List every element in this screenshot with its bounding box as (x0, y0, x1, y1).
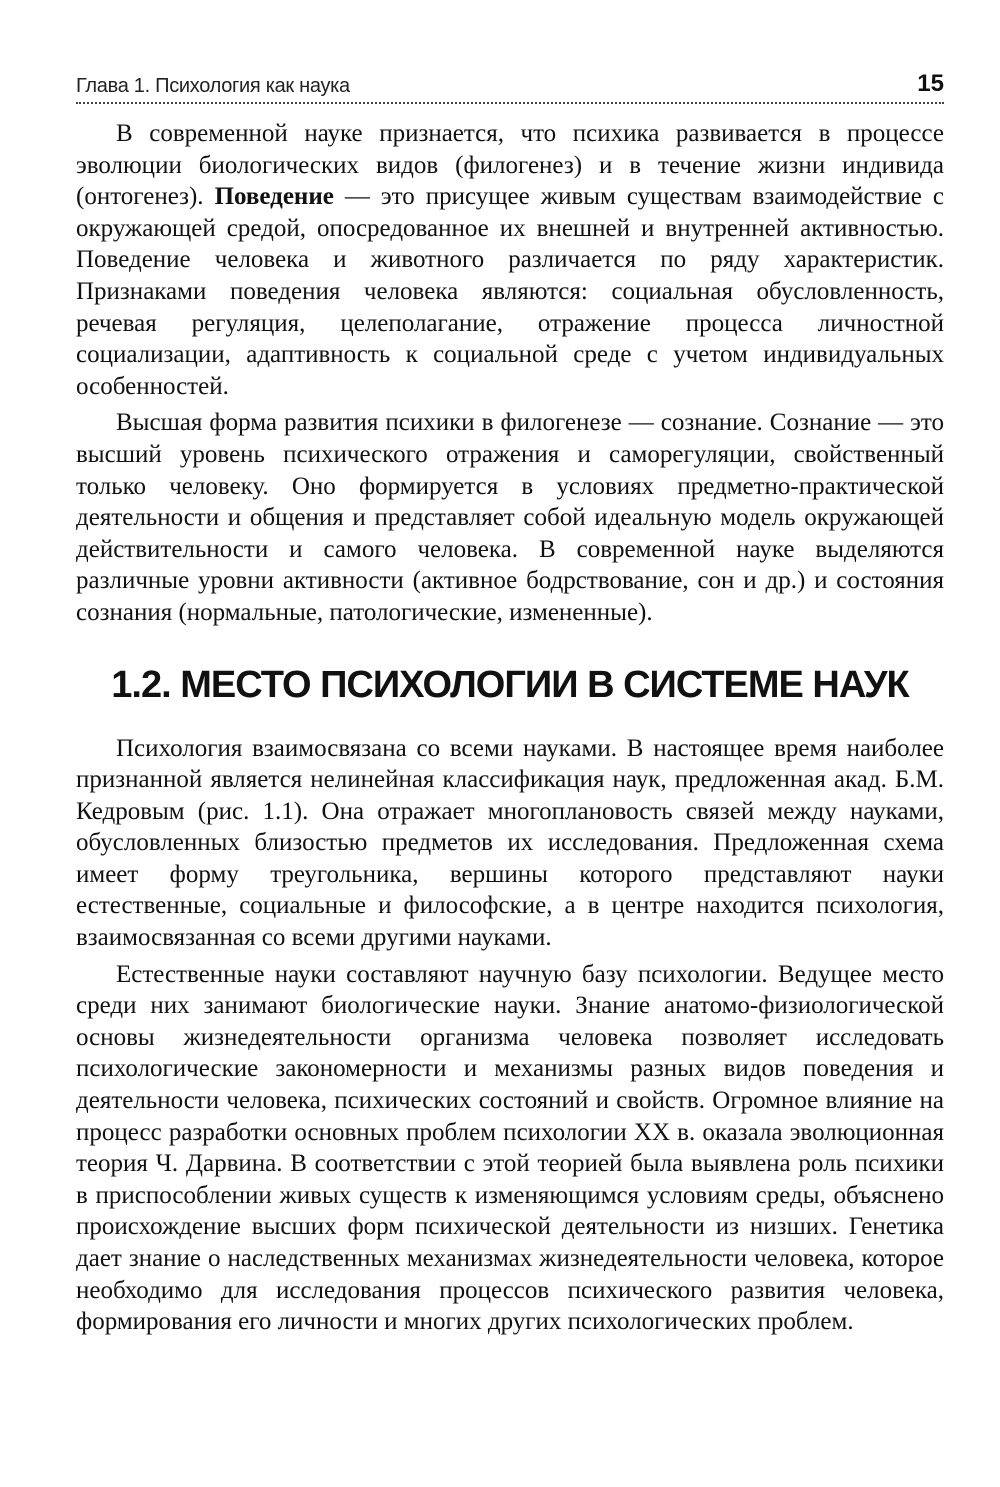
paragraph-behavior (76, 118, 944, 402)
section-heading: 1.2. МЕСТО ПСИХОЛОГИИ В СИСТЕМЕ НАУК (111, 663, 909, 706)
paragraph-classification: Психология взаимосвязана со всеми науками. В настоящее время наиболее признанной является нелинейная классификация наук, предложенная акад. Б.М. Кедровым (рис. 1.1). Она отражает многоплановость связей между науками, обусловленных близостью предметов их исследования. Предложенная схема имеет форму треугольника, вершины которого представляют науки естественные, социальные и философские, а в центре находится психология, взаимосвязанная со всеми другими науками. (76, 734, 944, 952)
running-head (76, 62, 944, 104)
paragraph-natural-sciences: Естественные науки составляют научную базу психологии. Ведущее место среди них занимают биологические науки. Знание анатомо-физиологической основы жизнедеятельности организма человека позволяет исследовать психологические закономерности и механизмы разных видов поведения и деятельности человека, психических состояний и свойств. Огромное влияние на процесс разработки основных проблем психологии XX в. оказала эволюционная теория Ч. Дарвина. В соответствии с этой теорией была выявлена роль психики в приспособлении живых существ к изменяющимся условиям среды, объяснено происхождение высших форм психической деятельности из низших. Генетика дает знание о наследственных механизмах жизнедеятельности человека, которое необходимо для исследования процессов психического развития человека, формирования его личности и многих других психологических проблем. (76, 960, 944, 1336)
term-behavior: Поведение (214, 183, 334, 211)
paragraph-behavior-after: — это присущее живым существам взаимодействие с окружающей средой, опосредованное их внешней и внутренней активностью. Поведение человека и животного различается по ряду характеристик. Признаками поведения человека являются: социальная обусловленность, речевая регуляция, целеполагание, отражение процесса личностной социализации, адаптивность к социальной среде с учетом индивидуальных особенностей. (76, 183, 944, 400)
page-number: 15 (917, 70, 944, 97)
book-page (76, 62, 944, 1343)
chapter-title: Глава 1. Психология как наука (76, 75, 350, 97)
body-text (76, 118, 944, 1338)
paragraph-behavior-before: В современной науке признается, что психика развивается в процессе эволюции биологических видов (филогенез) и в течение жизни индивида (онтогенез). (76, 120, 944, 211)
paragraph-consciousness: Высшая форма развития психики в филогенезе — сознание. Сознание — это высший уровень психического отражения и саморегуляции, свойственный только человеку. Оно формируется в условиях предметно-практической деятельности и общения и представляет собой идеальную модель окружающей действительности и самого человека. В современной науке выделяются различные уровни активности (активное бодрствование, сон и др.) и состояния сознания (нормальные, патологические, измененные). (76, 409, 944, 626)
